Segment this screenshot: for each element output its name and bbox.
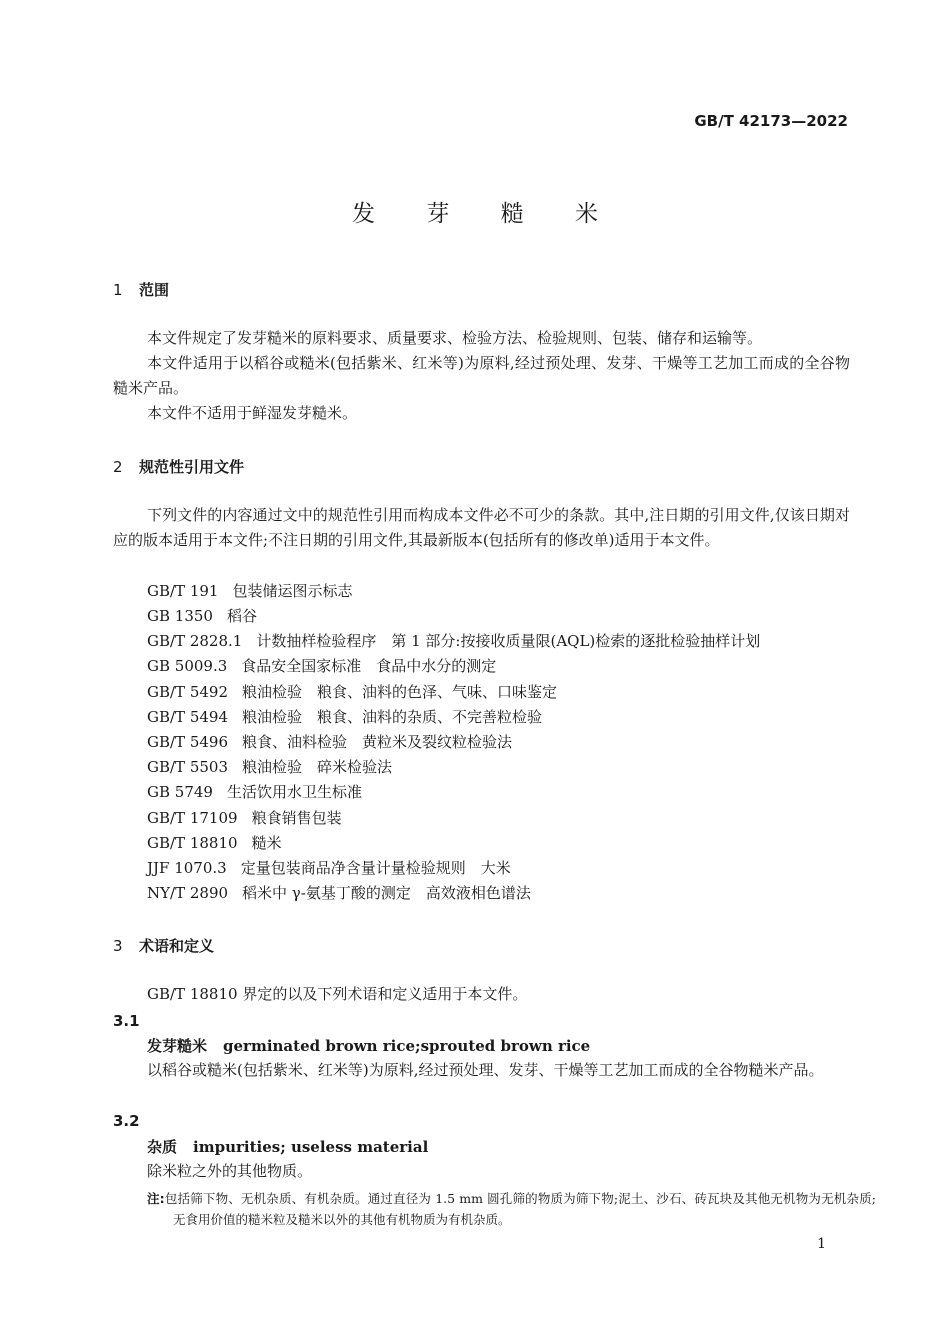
reference-item xyxy=(147,755,392,780)
term-entry xyxy=(147,1035,590,1056)
terms-intro: GB/T 18810 界定的以及下列术语和定义适用于本文件。 xyxy=(147,985,528,1003)
scope-paragraph-2: 本文件适用于以稻谷或糙米(包括紫米、红米等)为原料,经过预处理、发芽、干燥等工艺加工而成的全谷物糙米产品。 xyxy=(113,354,850,397)
reference-item xyxy=(147,654,496,679)
note-text: 包括筛下物、无机杂质、有机杂质。通过直径为 1.5 mm 圆孔筛的物质为筛下物;泥土、沙石、砖瓦块及其他无机物为无机杂质;无食用价值的糙米粒及糙米以外的其他有机物质为有机杂质。 xyxy=(164,1191,877,1227)
note-label: 注: xyxy=(147,1191,165,1206)
term-number: 3.1 xyxy=(113,1012,140,1030)
reference-code: GB/T 5496 xyxy=(147,733,229,751)
reference-item xyxy=(147,730,512,755)
reference-code: GB/T 5503 xyxy=(147,758,229,776)
section-number: 3 xyxy=(113,937,123,955)
section-number: 1 xyxy=(113,281,123,299)
term-entry xyxy=(147,1136,428,1157)
section-title: 术语和定义 xyxy=(139,937,215,955)
reference-item xyxy=(147,780,362,805)
term-en: impurities; useless material xyxy=(193,1138,429,1156)
page-number: 1 xyxy=(817,1236,826,1252)
section-title: 范围 xyxy=(139,281,170,299)
reference-title: 粮食、油料检验 黄粒米及裂纹粒检验法 xyxy=(242,733,513,751)
section-2-heading xyxy=(113,456,244,477)
reference-title: 食品安全国家标准 食品中水分的测定 xyxy=(241,657,497,675)
reference-item xyxy=(147,604,257,629)
scope-paragraph-3: 本文件不适用于鲜湿发芽糙米。 xyxy=(147,404,358,422)
references-intro: 下列文件的内容通过文中的规范性引用而构成本文件必不可少的条款。其中,注日期的引用文件,仅该日期对应的版本适用于本文件;不注日期的引用文件,其最新版本(包括所有的修改单)适用于本文件。 xyxy=(113,506,850,549)
reference-item xyxy=(147,856,511,881)
reference-item xyxy=(147,579,352,604)
reference-code: JJF 1070.3 xyxy=(147,859,227,877)
reference-title: 糙米 xyxy=(251,834,282,852)
term-definition: 以稻谷或糙米(包括紫米、红米等)为原料,经过预处理、发芽、干燥等工艺加工而成的全谷物糙米产品。 xyxy=(147,1061,824,1079)
reference-code: GB 5749 xyxy=(147,783,213,801)
reference-title: 粮油检验 碎米检验法 xyxy=(242,758,393,776)
term-note xyxy=(147,1188,876,1230)
section-title: 规范性引用文件 xyxy=(139,458,245,476)
reference-item xyxy=(147,629,760,654)
reference-title: 粮油检验 粮食、油料的色泽、气味、口味鉴定 xyxy=(242,683,558,701)
section-3-heading xyxy=(113,935,214,956)
standard-number: GB/T 42173—2022 xyxy=(694,112,848,130)
scope-paragraph-1: 本文件规定了发芽糙米的原料要求、质量要求、检验方法、检验规则、包装、储存和运输等。 xyxy=(147,329,763,347)
reference-code: GB/T 2828.1 xyxy=(147,632,243,650)
reference-title: 计数抽样检验程序 第 1 部分:按接收质量限(AQL)检索的逐批检验抽样计划 xyxy=(256,632,761,650)
reference-title: 包装储运图示标志 xyxy=(232,582,353,600)
reference-title: 粮食销售包装 xyxy=(251,809,342,827)
term-zh: 发芽糙米 xyxy=(147,1037,208,1055)
reference-code: GB 1350 xyxy=(147,607,213,625)
term-number: 3.2 xyxy=(113,1112,140,1130)
reference-code: GB 5009.3 xyxy=(147,657,228,675)
reference-title: 生活饮用水卫生标准 xyxy=(226,783,362,801)
reference-code: GB/T 18810 xyxy=(147,834,238,852)
reference-item xyxy=(147,806,342,831)
reference-code: GB/T 17109 xyxy=(147,809,238,827)
reference-code: GB/T 5492 xyxy=(147,683,229,701)
reference-item xyxy=(147,680,557,705)
reference-title: 稻谷 xyxy=(226,607,257,625)
reference-item xyxy=(147,881,531,906)
document-title: 发 芽 糙 米 xyxy=(352,201,620,227)
term-en: germinated brown rice;sprouted brown rice xyxy=(223,1037,591,1055)
reference-title: 定量包装商品净含量计量检验规则 大米 xyxy=(240,859,511,877)
reference-code: GB/T 5494 xyxy=(147,708,229,726)
reference-item xyxy=(147,705,542,730)
reference-code: NY/T 2890 xyxy=(147,884,229,902)
section-1-heading xyxy=(113,279,169,300)
term-definition: 除米粒之外的其他物质。 xyxy=(147,1162,313,1180)
reference-item xyxy=(147,831,282,856)
section-number: 2 xyxy=(113,458,123,476)
reference-title: 稻米中 γ-氨基丁酸的测定 高效液相色谱法 xyxy=(242,884,531,902)
reference-code: GB/T 191 xyxy=(147,582,219,600)
reference-title: 粮油检验 粮食、油料的杂质、不完善粒检验 xyxy=(242,708,543,726)
term-zh: 杂质 xyxy=(147,1138,178,1156)
